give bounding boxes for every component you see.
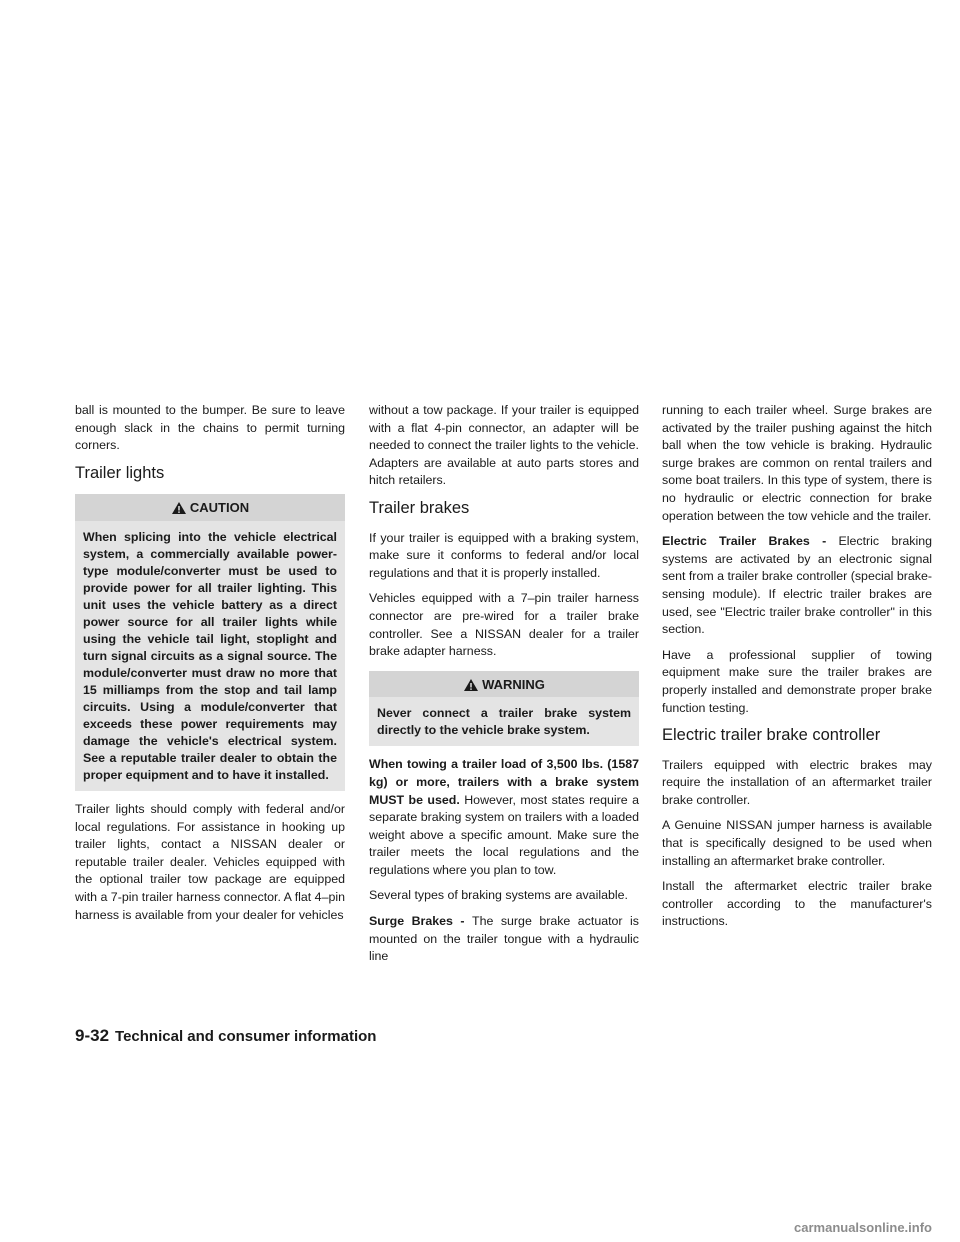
section-title: Technical and consumer information: [115, 1028, 377, 1045]
warning-header: [369, 671, 639, 698]
professional-paragraph: Have a professional supplier of towing equipment make sure the trailer brakes are properly installed and demonstrate proper brake function testing.: [662, 647, 932, 715]
brakes-paragraph-2: Vehicles equipped with a 7–pin trailer harness connector are pre-wired for a trailer brake controller. See a NISSAN dealer for a trailer brake adapter harness.: [369, 591, 639, 659]
surge-continued-paragraph: running to each trailer wheel. Surge brakes are activated by the trailer pushing against the hitch ball when the tow vehicle is braking. Hydraulic surge brakes are common on rental trailers and some boat trailers. In this type of system, there is no hydraulic or electric connection for brake operation between the tow vehicle and the trailer.: [662, 403, 932, 523]
adapter-paragraph: without a tow package. If your trailer is equipped with a flat 4-pin connector, an adapter will be needed to connect the trailer lights to the vehicle. Adapters are available at auto parts stores and hitch retailers.: [369, 403, 639, 488]
warning-triangle-icon: [171, 501, 187, 515]
heading-brake-controller: Electric trailer brake controller: [662, 726, 881, 745]
trailer-lights-paragraph: Trailer lights should comply with federal and/or local regulations. For assistance in hooking up trailer lights, contact a NISSAN dealer or reputable trailer dealer. Vehicles equipped with the optional trailer tow package are equipped with a 7-pin trailer harness connector. A flat 4–pin harness is available from your dealer for vehicles: [75, 801, 345, 922]
column-1: [75, 402, 345, 932]
column-2: [369, 402, 639, 974]
brakes-paragraph-1: If your trailer is equipped with a braking system, make sure it conforms to federal and/or local regulations and that it is properly installed.: [369, 530, 639, 580]
surge-brakes-paragraph: [369, 913, 639, 966]
controller-paragraph-1: Trailers equipped with electric brakes may require the installation of an aftermarket trailer brake controller.: [662, 757, 932, 807]
electric-brakes-label: Electric Trailer Brakes -: [662, 534, 839, 549]
page-footer: [75, 1026, 376, 1046]
towing-text: However, most states require a separate braking system on trailers with a loaded weight above a specific amount. Make sure the trailer meets the local regulations and the regulations where you plan to tow.: [369, 792, 639, 877]
warning-text: Never connect a trailer brake system directly to the vehicle brake system.: [377, 706, 631, 738]
caution-header: [75, 494, 345, 521]
caution-box: [75, 494, 345, 791]
surge-brakes-label: Surge Brakes -: [369, 914, 473, 929]
heading-trailer-brakes: Trailer brakes: [369, 498, 470, 517]
watermark: carmanualsonline.info: [794, 1220, 932, 1235]
electric-brakes-paragraph: [662, 533, 932, 639]
controller-paragraph-3: Install the aftermarket electric trailer brake controller according to the manufacturer's instructions.: [662, 879, 932, 929]
towing-paragraph: [369, 756, 639, 879]
electric-brakes-text: Electric braking systems are activated by an electronic signal sent from a trailer brake controller (special brake-sensing module). If electric trailer brakes are used, see "Electric trailer brake controller" in this section.: [662, 534, 933, 637]
page-number: 9-32: [75, 1026, 110, 1045]
heading-trailer-lights: Trailer lights: [75, 463, 165, 482]
towing-bold-text: When towing a trailer load of 3,500 lbs. (1587 kg) or more, trailers with a brake system MUST be used.: [369, 757, 639, 807]
caution-label: CAUTION: [189, 500, 250, 516]
warning-box: [369, 671, 639, 747]
controller-paragraph-2: A Genuine NISSAN jumper harness is available that is specifically designed to be used when installing an aftermarket brake controller.: [662, 818, 932, 868]
braking-types-paragraph: Several types of braking systems are available.: [369, 888, 628, 903]
column-3: [662, 402, 932, 939]
surge-brakes-text: The surge brake actuator is mounted on the trailer tongue with a hydraulic line: [369, 914, 639, 964]
caution-text: When splicing into the vehicle electrical system, a commercially available power-type module/converter must be used to provide power for all trailer lighting. This unit uses the vehicle battery as a direct power source for all trailer lights while using the vehicle tail light, stoplight and turn signal circuits as a signal source. The module/converter must draw no more that 15 milliamps from the stop and tail lamp circuits. Using a module/converter that exceeds these power requirements may damage the vehicle's electrical system. See a reputable trailer dealer to obtain the proper equipment and to have it installed.: [83, 529, 337, 782]
intro-paragraph: ball is mounted to the bumper. Be sure to leave enough slack in the chains to permit turning corners.: [75, 403, 345, 453]
warning-triangle-icon: [463, 678, 479, 692]
warning-label: WARNING: [482, 676, 545, 692]
